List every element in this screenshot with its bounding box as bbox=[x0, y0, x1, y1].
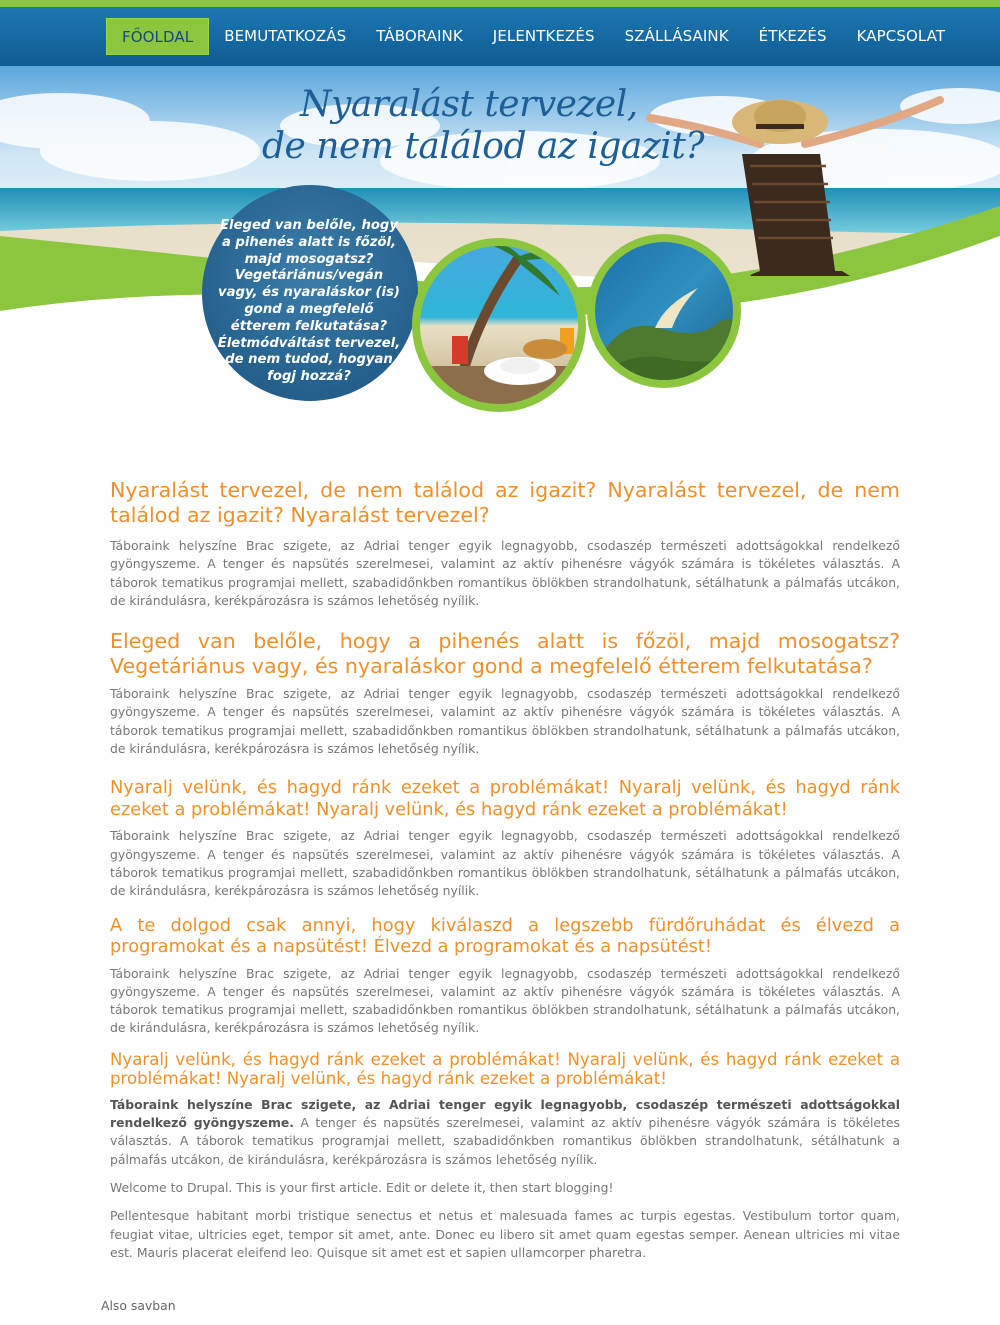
top-navigation-bar bbox=[0, 0, 1000, 66]
hero-bubble-text: Eleged van belőle, hogy a pihenés alatt is főzöl, majd mosogatsz? Vegetáriánus/vegán vagy, és nyaraláskor (is) gond a megfelelő étterem felkutatása? Életmódváltást tervezel, de nem tudod, hogyan fogj hozzá? bbox=[217, 218, 401, 385]
hero-slogan-line-2: de nem találod az igazit? bbox=[262, 126, 705, 167]
nav-item-foldal[interactable]: FŐOLDAL bbox=[106, 18, 209, 55]
section-heading: Eleged van belőle, hogy a pihenés alatt is főzöl, majd mosogatsz? Vegetáriánus vagy, és nyaraláskor gond a megfelelő étterem felkutatása? bbox=[110, 629, 900, 678]
footer-region-label: Also savban bbox=[101, 1298, 176, 1313]
lime-accent-strip bbox=[0, 0, 1000, 7]
section-heading: Nyaralást tervezel, de nem találod az igazit? Nyaralást tervezel, de nem találod az igazit? Nyaralást tervezel? bbox=[110, 478, 900, 527]
section-body: Táboraink helyszíne Brac szigete, az Adriai tenger egyik legnagyobb, csodaszép természeti adottságokkal rendelkező gyöngyszeme. A tenger és napsütés szerelmesei, valamint az aktív pihenésre vágyók számára is tökéletes választás. A táborok tematikus programjai mellett, szabadidőnkben romantikus öblökben strandolhatunk, sétálhatunk a pálmafás utcákon, de kirándulásra, kerékpározásra is számos lehetőség nyílik. bbox=[110, 965, 900, 1036]
content-section-1 bbox=[110, 478, 900, 610]
nav-item-etkezes[interactable]: ÉTKEZÉS bbox=[758, 27, 827, 45]
welcome-text: Welcome to Drupal. This is your first article. Edit or delete it, then start blogging! bbox=[110, 1179, 614, 1195]
section-body bbox=[110, 1096, 900, 1169]
content-section-3 bbox=[110, 777, 900, 900]
nav-item-szallasaink[interactable]: SZÁLLÁSAINK bbox=[624, 27, 729, 45]
nav-item-jelentkezes[interactable]: JELENTKEZÉS bbox=[492, 27, 595, 45]
content-section-2 bbox=[110, 629, 900, 758]
section-body: Táboraink helyszíne Brac szigete, az Adriai tenger egyik legnagyobb, csodaszép természeti adottságokkal rendelkező gyöngyszeme. A tenger és napsütés szerelmesei, valamint az aktív pihenésre vágyók számára is tökéletes választás. A táborok tematikus programjai mellett, szabadidőnkben romantikus öblökben strandolhatunk, sétálhatunk a pálmafás utcákon, de kirándulásra, kerékpározásra is számos lehetőség nyílik. bbox=[110, 538, 900, 608]
content-section-5 bbox=[110, 1050, 900, 1169]
nav-item-taboraink[interactable]: TÁBORAINK bbox=[376, 27, 463, 45]
main-menu bbox=[106, 18, 960, 55]
content-section-4 bbox=[110, 915, 900, 1038]
section-heading: A te dolgod csak annyi, hogy kiválaszd a legszebb fürdőruhádat és élvezd a programokat és a napsütést! Élvezd a programokat és a napsütést! bbox=[110, 914, 900, 958]
lorem-paragraph: Pellentesque habitant morbi tristique senectus et netus et malesuada fames ac turpis egestas. Vestibulum tortor quam, feugiat vitae, ultricies eget, tempor sit amet, ante. Donec eu libero sit amet quam egestas semper. Aenean ultricies mi vitae est. Mauris placerat eleifend leo. Quisque sit amet est et sapien ullamcorper pharetra. bbox=[110, 1208, 900, 1260]
section-body-bold: Táboraink helyszíne Brac szigete, az Adriai tenger egyik legnagyobb, csodaszép természeti adottságokkal rendelkező gyöngyszeme. bbox=[110, 1096, 900, 1131]
section-heading: Nyaralj velünk, és hagyd ránk ezeket a problémákat! Nyaralj velünk, és hagyd ránk ezeket a problémákat! Nyaralj velünk, és hagyd ránk ezeket a problémákat! bbox=[110, 1049, 900, 1089]
section-body-rest: A tenger és napsütés szerelmesei, valamint az aktív pihenésre vágyók számára is tökéletes választás. A táborok tematikus programjai mellett, szabadidőnkben romantikus öblökben strandolhatunk, sétálhatunk a pálmafás utcákon, de kirándulásra, kerékpározásra is számos lehetőség nyílik. bbox=[110, 1115, 900, 1167]
nav-item-bemutatkozas[interactable]: BEMUTATKOZÁS bbox=[224, 27, 347, 45]
hero-slogan-line-1: Nyaralást tervezel, bbox=[300, 84, 638, 125]
hero-banner bbox=[0, 66, 1000, 436]
section-body: Táboraink helyszíne Brac szigete, az Adriai tenger egyik legnagyobb, csodaszép természeti adottságokkal rendelkező gyöngyszeme. A tenger és napsütés szerelmesei, valamint az aktív pihenésre vágyók számára is tökéletes választás. A táborok tematikus programjai mellett, szabadidőnkben romantikus öblökben strandolhatunk, sétálhatunk a pálmafás utcákon, de kirándulásra, kerékpározásra is számos lehetőség nyílik. bbox=[110, 828, 900, 899]
section-body: Táboraink helyszíne Brac szigete, az Adriai tenger egyik legnagyobb, csodaszép természeti adottságokkal rendelkező gyöngyszeme. A tenger és napsütés szerelmesei, valamint az aktív pihenésre vágyók számára is tökéletes választás. A táborok tematikus programjai mellett, szabadidőnkben romantikus öblökben strandolhatunk, sétálhatunk a pálmafás utcákon, de kirándulásra, kerékpározásra is számos lehetőség nyílik. bbox=[110, 686, 900, 757]
main-content bbox=[110, 478, 900, 1262]
section-heading: Nyaralj velünk, és hagyd ránk ezeket a problémákat! Nyaralj velünk, és hagyd ránk ezeket a problémákat! Nyaralj velünk, és hagyd ránk ezeket a problémákat! bbox=[110, 777, 900, 820]
nav-item-kapcsolat[interactable]: KAPCSOLAT bbox=[856, 27, 946, 45]
